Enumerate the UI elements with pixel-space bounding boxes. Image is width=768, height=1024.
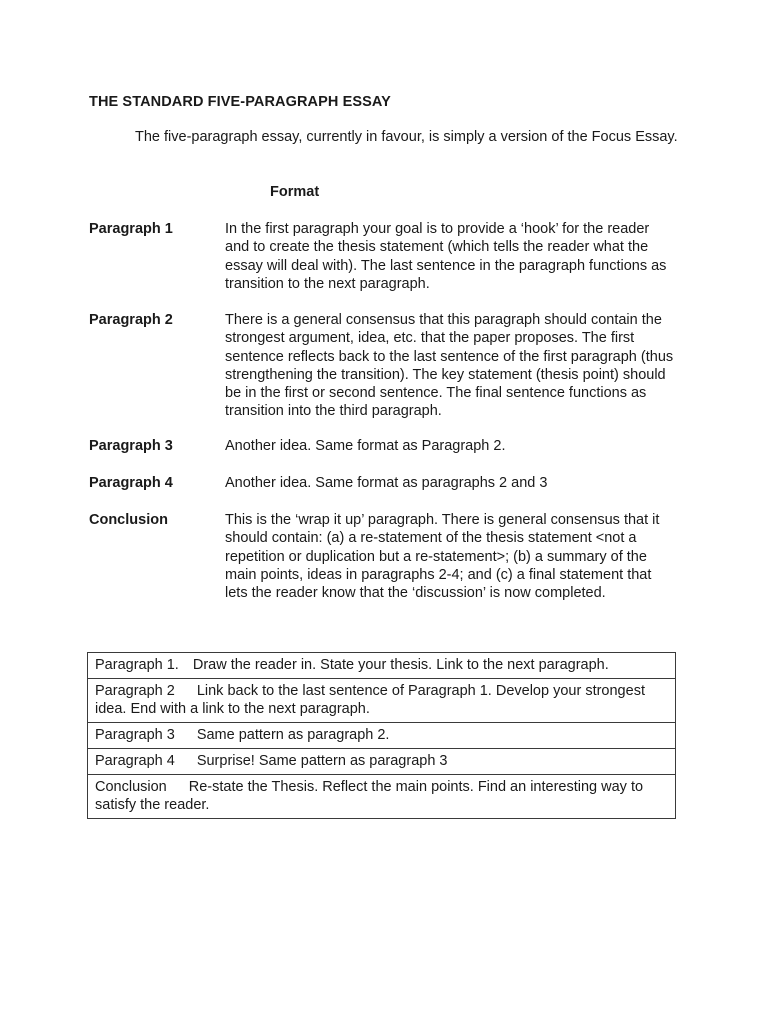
section-text: Another idea. Same format as Paragraph 2. bbox=[225, 438, 506, 454]
row-label: Paragraph 2 bbox=[95, 683, 175, 699]
section-text: In the first paragraph your goal is to provide a ‘hook’ for the reader and to create the thesis statement (which tells the reader what the essay will deal with). The last sentence in the paragraph functions as transition to the next paragraph. bbox=[225, 221, 667, 292]
section-label: Paragraph 4 bbox=[89, 475, 173, 491]
table-cell bbox=[88, 653, 676, 679]
row-text: Same pattern as paragraph 2. bbox=[196, 727, 390, 743]
table-row bbox=[88, 679, 676, 723]
table-cell bbox=[88, 749, 676, 775]
summary-table bbox=[87, 652, 676, 819]
table-row bbox=[88, 653, 676, 679]
table-row bbox=[88, 749, 676, 775]
intro-paragraph: The five-paragraph essay, currently in favour, is simply a version of the Focus Essay. bbox=[135, 129, 678, 145]
section-text: This is the ‘wrap it up’ paragraph. There is general consensus that it should contain: (a) a re-statement of the thesis statement <not a repetition or duplication but a re-statement>; (b) a summary of the main points, ideas in paragraphs 2-4; and (c) a final statement that lets the reader know that the ‘discussion’ is now completed. bbox=[225, 512, 660, 602]
section-label: Conclusion bbox=[89, 512, 168, 528]
section-label: Paragraph 2 bbox=[89, 312, 173, 328]
format-heading: Format bbox=[270, 184, 320, 200]
section-label: Paragraph 3 bbox=[89, 438, 173, 454]
section-text: There is a general consensus that this paragraph should contain the strongest argument, idea, etc. that the paper proposes. The first sentence reflects back to the last sentence of the first paragraph (thus strengthening the transition). The key statement (thesis point) should be in the first or second sentence. The final sentence functions as transition into the third paragraph. bbox=[225, 312, 674, 420]
row-text: Draw the reader in. State your thesis. Link to the next paragraph. bbox=[192, 657, 609, 673]
table-cell bbox=[88, 679, 676, 723]
row-label: Paragraph 4 bbox=[95, 753, 175, 769]
row-text: Surprise! Same pattern as paragraph 3 bbox=[196, 753, 448, 769]
table-row bbox=[88, 723, 676, 749]
table-row bbox=[88, 775, 676, 819]
row-text: Re-state the Thesis. Reflect the main points. Find an interesting way to satisfy the reader. bbox=[95, 779, 644, 813]
row-label: Paragraph 3 bbox=[95, 727, 175, 743]
section-label: Paragraph 1 bbox=[89, 221, 173, 237]
section-text: Another idea. Same format as paragraphs 2 and 3 bbox=[225, 475, 548, 491]
row-text: Link back to the last sentence of Paragraph 1. Develop your strongest idea. End with a link to the next paragraph. bbox=[95, 683, 645, 717]
row-label: Conclusion bbox=[95, 779, 167, 795]
table-cell bbox=[88, 775, 676, 819]
row-label: Paragraph 1. bbox=[95, 657, 179, 673]
table-cell bbox=[88, 723, 676, 749]
document-title: THE STANDARD FIVE-PARAGRAPH ESSAY bbox=[89, 94, 391, 110]
